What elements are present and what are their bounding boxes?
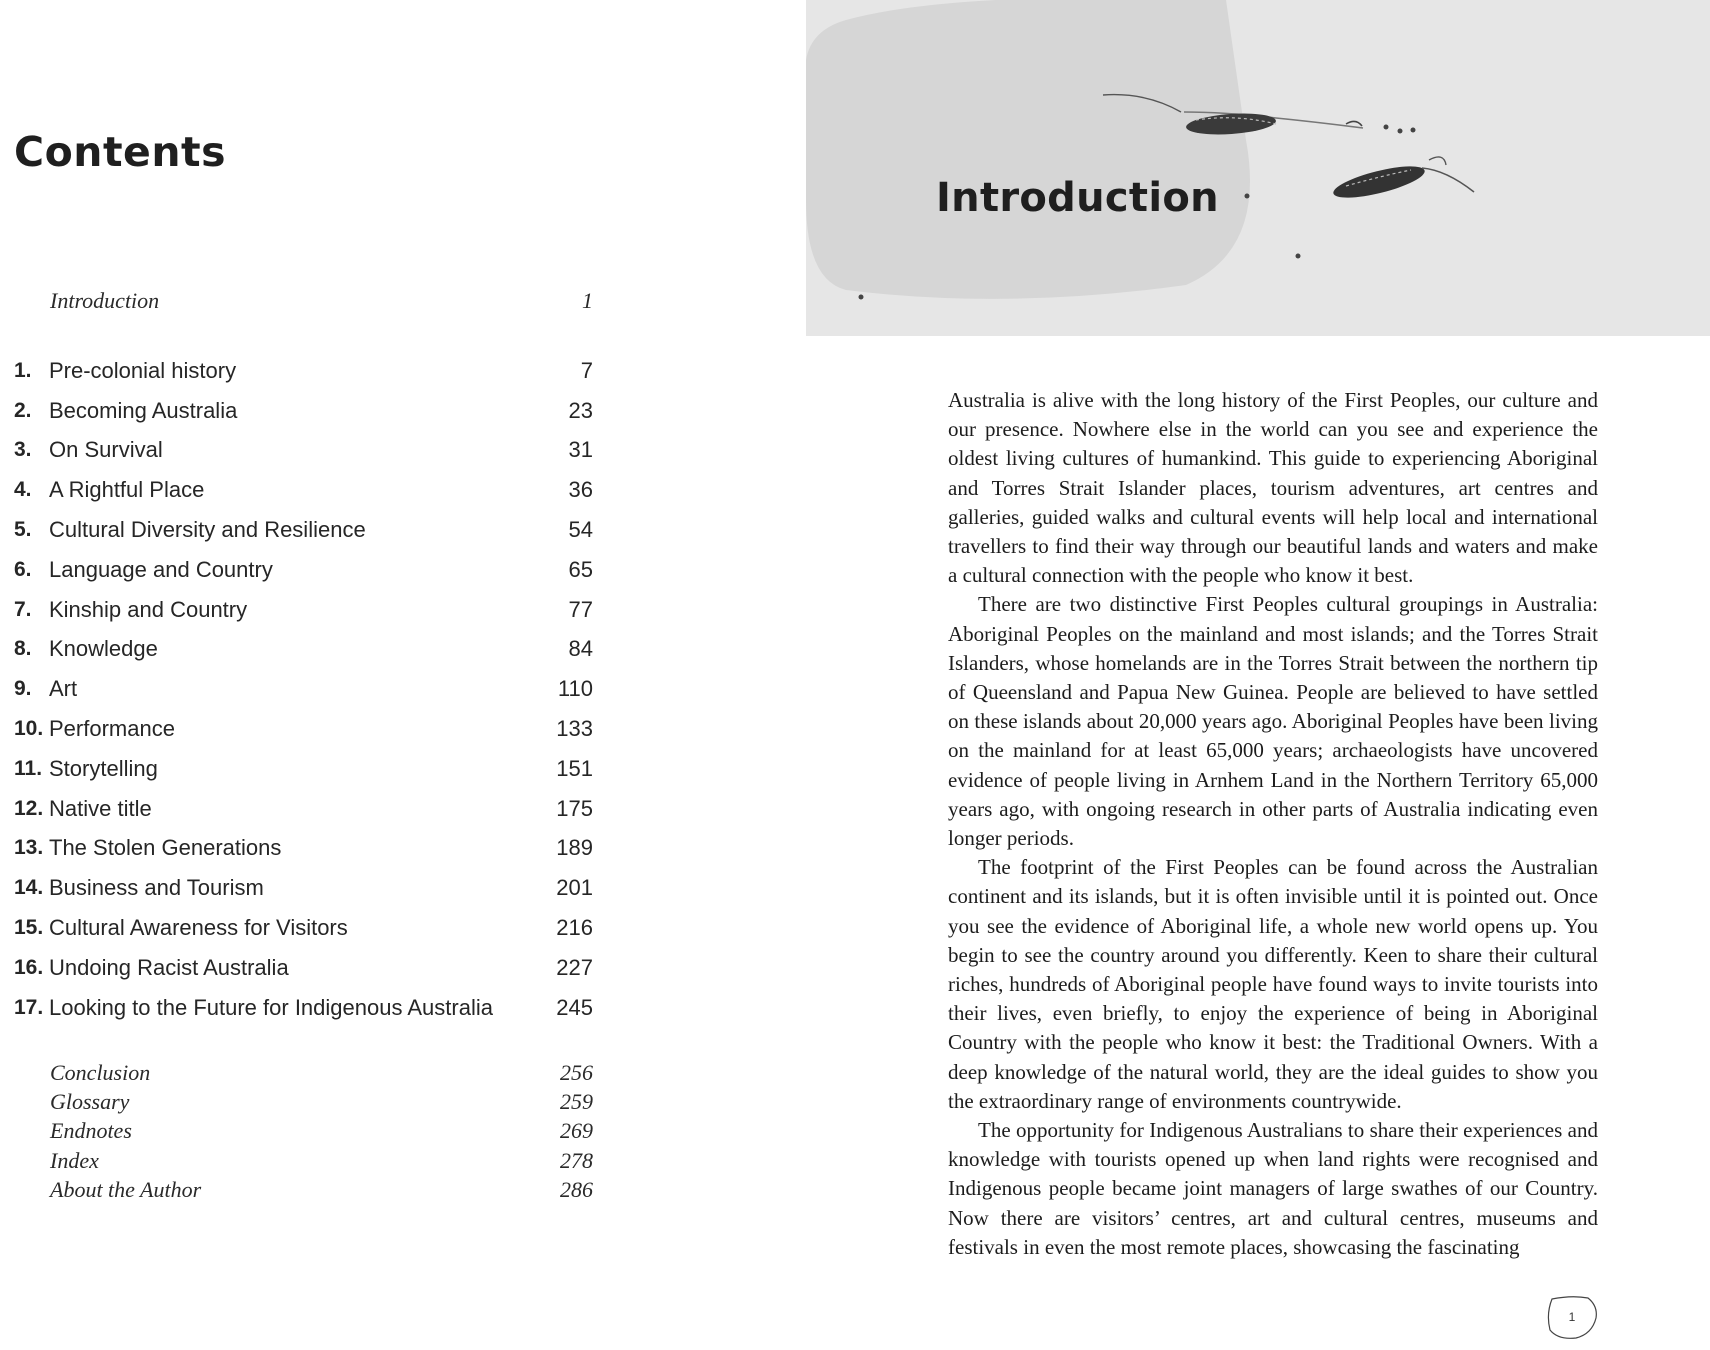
paragraph: The opportunity for Indigenous Australians to share their experiences and knowledge with tourists opened up when land rights were recognised and Indigenous people became joint managers of large swathes of our Country. Now there are visitors’ centres, art and cultural centres, museums and festivals in even the most remote places, showcasing the fascinating [948, 1118, 1598, 1259]
toc-entry[interactable] [14, 669, 593, 709]
toc-entry-number: 6. [14, 557, 32, 581]
toc-entry-title: Business and Tourism [49, 875, 264, 901]
toc-entry-page: 269 [560, 1118, 593, 1144]
page-number: 1 [1568, 1310, 1576, 1324]
toc-entry-page: 77 [568, 596, 593, 622]
toc-entry-number: 13. [14, 836, 44, 860]
toc-entry-title: Performance [49, 716, 175, 742]
toc-entry[interactable] [14, 590, 593, 630]
seed-pods-illustration [806, 0, 1710, 336]
toc-entry-page: 133 [556, 716, 593, 742]
toc-entry-number: 3. [14, 438, 32, 462]
toc-entry[interactable] [14, 510, 593, 550]
toc-entry-page: 201 [556, 875, 593, 901]
toc-entry[interactable] [14, 709, 593, 749]
toc-entry[interactable] [14, 948, 593, 988]
paragraph: There are two distinctive First Peoples cultural groupings in Australia: Aboriginal Peoples on the mainland and most islands; and the Torres Strait Islanders, whose homelands are in the Torres Strait between the northern tip of Queensland and Papua New Guinea. People are believed to have settled on these islands about 20,000 years ago. Aboriginal Peoples have been living on the mainland for at least 65,000 years; archaeologists have uncovered evidence of people living in Arnhem Land in the Northern Territory 65,000 years ago, with ongoing research in other parts of Australia indicating even longer periods. [948, 592, 1598, 851]
toc-entry[interactable] [14, 829, 593, 869]
header-illustration [806, 0, 1710, 336]
page-number-badge [1546, 1294, 1598, 1340]
toc-entry-title: Glossary [50, 1089, 130, 1115]
toc-entry[interactable] [14, 351, 593, 391]
toc-entry-page: 245 [556, 994, 593, 1020]
toc-entry-page: 110 [557, 676, 593, 702]
toc-entry[interactable] [14, 908, 593, 948]
toc-entry[interactable] [14, 431, 593, 471]
toc-entry-title: Storytelling [49, 755, 158, 781]
toc-chapter-list [14, 351, 593, 1028]
toc-entry[interactable] [14, 868, 593, 908]
toc-entry[interactable] [50, 1175, 593, 1204]
toc-entry-number: 5. [14, 518, 32, 542]
toc-entry-page: 278 [560, 1147, 593, 1173]
toc-entry-page: 84 [568, 636, 593, 662]
toc-entry-page: 65 [568, 556, 593, 582]
toc-entry[interactable] [14, 391, 593, 431]
toc-entry[interactable] [50, 286, 593, 315]
toc-entry-title: A Rightful Place [49, 477, 205, 503]
toc-entry-title: The Stolen Generations [49, 835, 282, 861]
toc-entry-page: 151 [556, 755, 593, 781]
introduction-heading: Introduction [936, 175, 1219, 221]
toc-entry-number: 15. [14, 916, 44, 940]
toc-entry[interactable] [14, 988, 593, 1028]
toc-entry-title: Native title [49, 795, 152, 821]
toc-front-matter [50, 286, 593, 315]
toc-entry[interactable] [50, 1058, 593, 1087]
paragraph: The footprint of the First Peoples can be found across the Australian continent and its islands, but it is often invisible until it is pointed out. Once you see the evidence of Aboriginal life, a whole new world opens up. You begin to see the country around you differently. Keen to share their cultural riches, hundreds of Aboriginal people have found ways to invite tourists into their lives, even briefly, to enjoy the experience of being in Aboriginal Country with the people who know it best: the Traditional Owners. With a deep knowledge of the natural world, they are the ideal guides to show you the extraordinary range of environments countrywide. [948, 855, 1598, 1113]
toc-entry[interactable] [14, 630, 593, 670]
toc-entry-title: Cultural Awareness for Visitors [49, 915, 348, 941]
toc-entry-title: Knowledge [49, 636, 158, 662]
toc-entry-number: 11. [14, 756, 43, 780]
toc-entry-page: 1 [582, 288, 593, 313]
toc-entry-title: Pre-colonial history [49, 357, 237, 383]
toc-entry-number: 1. [14, 358, 32, 382]
toc-entry-page: 256 [560, 1060, 593, 1085]
toc-entry-number: 7. [14, 597, 32, 621]
toc-entry-title: Endnotes [50, 1118, 132, 1144]
toc-entry-page: 54 [568, 517, 593, 543]
toc-entry-number: 9. [14, 677, 32, 701]
toc-entry-title: Conclusion [50, 1060, 151, 1085]
paragraph: Australia is alive with the long history of the First Peoples, our culture and our presence. Nowhere else in the world can you see and experience the oldest living cultures of humankind. This guide to experiencing Aboriginal and Torres Strait Islander places, tourism adventures, art centres and galleries, guided walks and cultural events will help local and international travellers to find their way through our beautiful lands and waters and make a cultural connection with the people who know it best. [948, 388, 1598, 588]
toc-back-matter [50, 1058, 593, 1204]
toc-entry-title: Cultural Diversity and Resilience [49, 517, 366, 543]
toc-entry-number: 10. [14, 717, 44, 741]
toc-entry-title: Index [50, 1147, 99, 1173]
toc-entry-page: 286 [560, 1176, 593, 1202]
toc-entry-title: Language and Country [49, 556, 273, 582]
toc-entry-title: On Survival [49, 437, 163, 463]
toc-entry[interactable] [50, 1146, 593, 1175]
toc-entry-title: Looking to the Future for Indigenous Australia [49, 994, 493, 1020]
toc-entry-title: Introduction [50, 288, 160, 313]
toc-entry-number: 14. [14, 876, 44, 900]
toc-entry-title: Art [49, 676, 78, 702]
toc-entry-page: 36 [568, 477, 593, 503]
toc-entry-number: 12. [14, 796, 44, 820]
toc-entry-title: About the Author [50, 1176, 202, 1202]
toc-entry-number: 2. [14, 398, 32, 422]
toc-entry-title: Kinship and Country [49, 596, 248, 622]
introduction-body [948, 386, 1598, 1262]
contents-title: Contents [14, 128, 227, 176]
toc-entry[interactable] [14, 789, 593, 829]
toc-entry-page: 23 [568, 397, 593, 423]
toc-entry-page: 31 [568, 437, 593, 463]
toc-entry-number: 4. [14, 478, 32, 502]
toc-entry-number: 16. [14, 955, 44, 979]
toc-entry-page: 175 [556, 795, 593, 821]
toc-entry-number: 8. [14, 637, 32, 661]
toc-entry[interactable] [14, 470, 593, 510]
toc-entry-page: 189 [556, 835, 593, 861]
toc-entry-title: Undoing Racist Australia [49, 954, 289, 980]
toc-entry[interactable] [14, 550, 593, 590]
toc-entry[interactable] [50, 1116, 593, 1145]
toc-entry-page: 259 [560, 1089, 593, 1115]
toc-entry[interactable] [14, 749, 593, 789]
toc-entry-title: Becoming Australia [49, 397, 238, 423]
toc-entry-number: 17. [14, 995, 44, 1019]
toc-entry[interactable] [50, 1087, 593, 1116]
toc-entry-page: 216 [556, 915, 593, 941]
toc-entry-page: 7 [580, 357, 593, 383]
toc-entry-page: 227 [556, 954, 593, 980]
